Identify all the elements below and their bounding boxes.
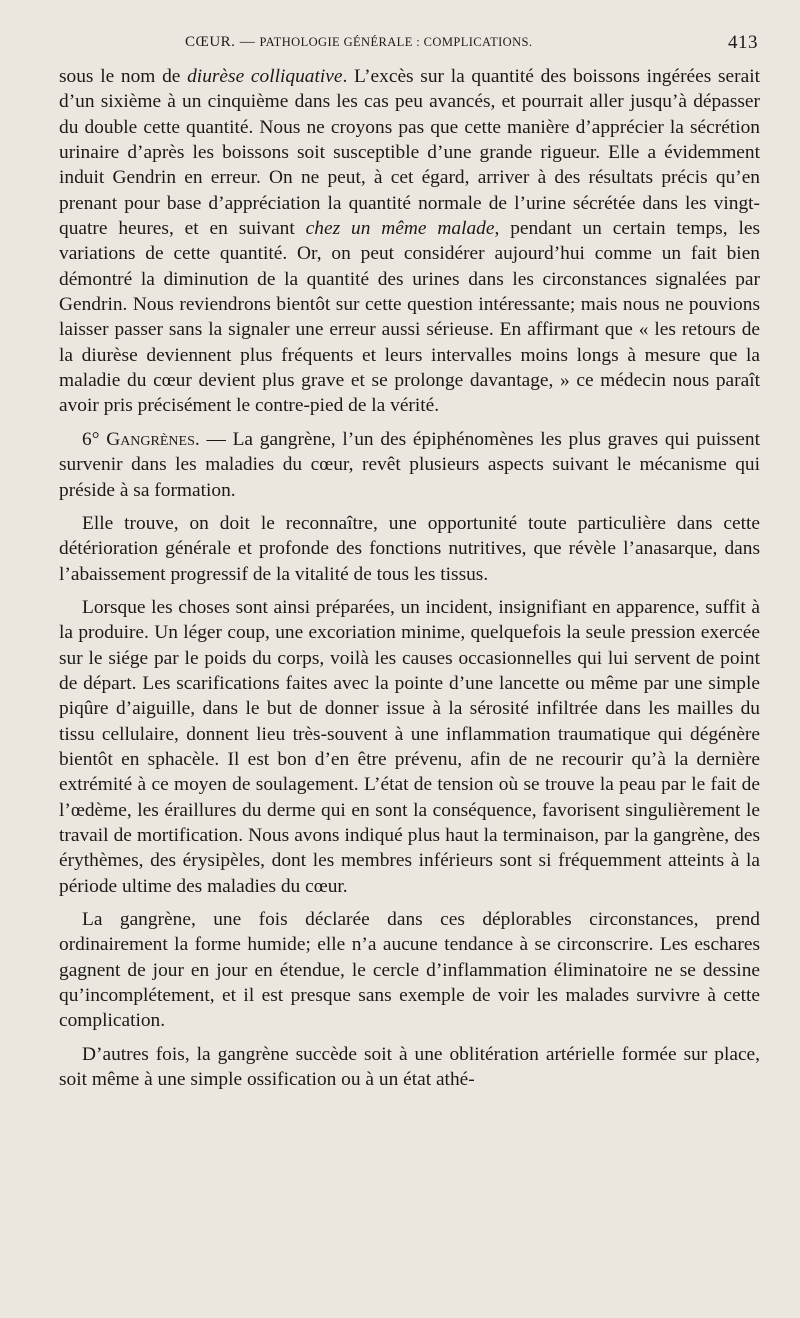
text-run: . L’excès sur la quantité des boissons ingérées serait d’un sixième à un cinquième dans les cas peu avancés, et pourrait aller jusqu’à dépasser du double cette quantité. Nous ne croyons pas que cette manière d’apprécier la sécrétion urinaire d’après les boissons soit susceptible d’une grande rigueur. Elle a évidemment induit Gendrin en erreur. On ne peut, à cet égard, arriver à des résultats précis qu’en prenant pour base d’appréciation la quantité normale de l’urine sécrétée dans les vingt-quatre heures, et en suivant [59, 66, 760, 240]
body-text [59, 64, 760, 1092]
text-run: sous le nom de [59, 66, 188, 87]
running-head [59, 30, 760, 64]
italic-term: diurèse colliquative [187, 66, 343, 87]
text-run: — La gangrène, l’un des épiphénomènes les plus graves qui puissent survenir dans les maladies du cœur, revêt plusieurs aspects suivant le mécanisme qui préside à sa formation. [59, 428, 760, 501]
section-number: 6° [82, 428, 107, 450]
running-title [185, 34, 532, 51]
paragraph-gangrenes-heading [59, 427, 760, 503]
running-title-dash: — [235, 34, 260, 50]
paragraph-diuresis [59, 64, 760, 419]
section-heading: Gangrènes. [106, 428, 200, 450]
italic-phrase: chez un même malade [305, 218, 495, 240]
running-title-main: CŒUR. [185, 34, 236, 50]
paragraph-anasarque: Elle trouve, on doit le reconnaître, une opportunité toute particulière dans cette détérioration générale et profonde des fonctions nutritives, que révèle l’anasarque, dans l’abaissement progressif de la vitalité de tous les tissus. [59, 512, 760, 585]
page-number: 413 [728, 32, 758, 53]
running-title-section: PATHOLOGIE GÉNÉRALE : COMPLICATIONS. [259, 35, 533, 49]
paragraph-causes: Lorsque les choses sont ainsi préparées, un incident, insignifiant en apparence, suffit à la produire. Un léger coup, une excoriation minime, quelquefois la seule pression exercée sur le siége par le poids du corps, voilà les causes occasionnelles qui lui servent de point de départ. Les scarifications faites avec la pointe d’une lancette ou même par une simple piqûre d’aiguille, dans le but de donner issue à la sérosité infiltrée dans les mailles du tissu cellulaire, donnent lieu très-souvent à une inflammation traumatique qui dégénère bientôt en sphacèle. Il est bon d’en être prévenu, afin de ne recourir qu’à la dernière extrémité à ce moyen de soulagement. L’état de tension où se trouve la peau par le fait de l’œdème, les éraillures du derme qui en sont la conséquence, favorisent singulièrement le travail de mortification. Nous avons indiqué plus haut la terminaison, par la gangrène, des érythèmes, des érysipèles, dont les membres inférieurs sont si fréquemment atteints à la période ultime des maladies du cœur. [59, 596, 760, 897]
text-run: , pendant un certain temps, les variations de cette quantité. Or, on peut considérer aujourd’hui comme un fait bien démontré la diminution de la quantité des urines dans les circonstances signalées par Gendrin. Nous reviendrons bientôt sur cette question intéressante; mais nous ne pouvions laisser passer sans la signaler une erreur aussi sérieuse. En affirmant que « les retours de la diurèse deviennent plus fréquents et leurs intervalles moins longs à mesure que la maladie du cœur devient plus grave et se prolonge davantage, » ce médecin nous paraît avoir pris précisément le contre-pied de la vérité. [59, 218, 760, 417]
paragraph-forme-humide: La gangrène, une fois déclarée dans ces déplorables circonstances, prend ordinairement la forme humide; elle n’a aucune tendance à se circonscrire. Les eschares gagnent de jour en jour en étendue, le cercle d’inflammation éliminatoire ne se dessine qu’incomplétement, et il est presque sans exemple de voir les malades survivre à cette complication. [59, 909, 760, 1032]
paragraph-obliteration: D’autres fois, la gangrène succède soit à une oblitération artérielle formée sur place, soit même à une simple ossification ou à un état athé- [59, 1043, 760, 1091]
